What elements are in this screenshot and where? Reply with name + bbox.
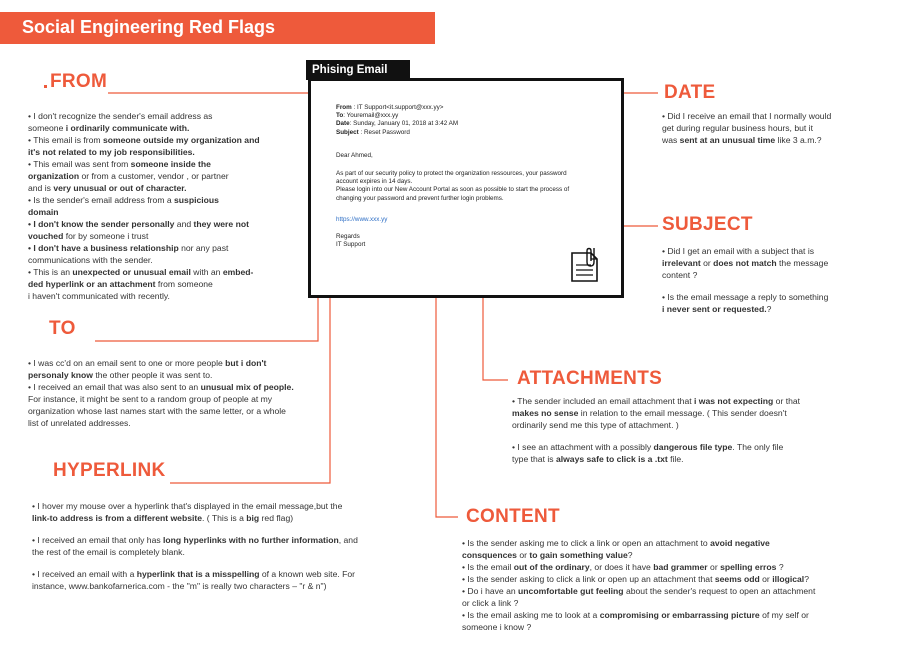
bullet-line: personaly know the other people it was sent to. [28, 370, 213, 380]
page-title: Social Engineering Red Flags [22, 17, 276, 37]
bullet-line: • I hover my mouse over a hyperlink that's displayed in the email message,but the [32, 501, 343, 511]
bullet-line: • Is the email asking me to look at a compromising or embarrassing picture of my self or [462, 610, 809, 620]
bullet-line [662, 281, 872, 291]
content-bullets [462, 537, 872, 633]
bullet-line: organization or from a customer, vendor , or partner [28, 171, 229, 181]
email-body: As part of our security policy to protect the organization ressources, your password account expires in 14 days. Please login into our New Account Portal as soon as possible to start the process of changing your password and prevent further login problems. [336, 170, 570, 202]
bullet-line: • Is the sender asking me to click a link or open an attachment to avoid negative [462, 538, 770, 548]
bullet-line: content ? [662, 270, 698, 280]
bullet-line: • I don't have a business relationship nor any past [28, 243, 229, 253]
bullet-line: someone i know ? [462, 622, 532, 632]
to-heading: TO [49, 318, 76, 339]
bullet-line: • Is the sender's email address from a suspicious [28, 195, 219, 205]
email-signoff: Regards IT Support [336, 233, 366, 249]
bullet-line: organization whose last names start with the same letter, or a whole [28, 406, 286, 416]
bullet-line: • I received an email that only has long hyperlinks with no further information, and [32, 535, 358, 545]
bullet-line: list of unrelated addresses. [28, 418, 131, 428]
bullet-line: link-to address is from a different website. ( This is a big red flag) [32, 513, 294, 523]
bullet-line: get during regular business hours, but it [662, 123, 813, 133]
bullet-line [512, 431, 852, 441]
attachments-bullets [512, 395, 852, 465]
bullet-line: makes no sense in relation to the email message. ( This sender doesn't [512, 408, 787, 418]
date-bullets [662, 110, 872, 146]
bullet-line: • This is an unexpected or unusual email with an embed- [28, 267, 254, 277]
subject-heading: SUBJECT [662, 214, 753, 235]
bullet-line: irrelevant or does not match the message [662, 258, 829, 268]
bullet-line: or click a link ? [462, 598, 519, 608]
bullet-line: • Did I receive an email that I normally would [662, 111, 832, 121]
bullet-line: i haven't communicated with recently. [28, 291, 170, 301]
from-bullets [28, 110, 303, 302]
bullet-line: someone i ordinarily communicate with. [28, 123, 190, 133]
bullet-line: • I received an email that was also sent to an unusual mix of people. [28, 382, 294, 392]
bullet-line: consquences or to gain something value? [462, 550, 633, 560]
bullet-line: • Do i have an uncomfortable gut feeling about the sender's request to open an attachment [462, 586, 816, 596]
bullet-line: • I was cc'd on an email sent to one or more people but i don't [28, 358, 267, 368]
bullet-line: • This email was sent from someone inside the [28, 159, 211, 169]
to-bullets [28, 357, 338, 429]
bullet-line: • I don't recognize the sender's email address as [28, 111, 213, 121]
attachments-heading: ATTACHMENTS [517, 368, 663, 389]
attachment-document-icon[interactable] [567, 245, 605, 285]
hyperlink-bullets [32, 500, 402, 592]
hyperlink-heading: HYPERLINK [53, 460, 166, 481]
email-link[interactable]: https://www.xxx.yy [336, 216, 388, 223]
bullet-line: • I received an email with a hyperlink that is a misspelling of a known web site. For [32, 569, 356, 579]
content-heading: CONTENT [466, 506, 560, 527]
email-headers: From : IT Support<it.support@xxx.yy> To: Youremail@xxx.yy Date: Sunday, January 01, 2018 at 3:42 AM Subject : Reset Password [336, 104, 459, 136]
bullet-line: the rest of the email is completely blank. [32, 547, 185, 557]
bullet-line: type that is always safe to click is a .txt file. [512, 454, 684, 464]
from-heading: FROM [50, 71, 108, 92]
email-greeting: Dear Ahmed, [336, 152, 373, 159]
bullet-line: • This email is from someone outside my organization and [28, 135, 260, 145]
subject-bullets [662, 245, 872, 315]
bullet-line: it's not related to my job responsibilities. [28, 147, 195, 157]
email-tab: Phising Email [306, 60, 410, 80]
bullet-line: • Is the email message a reply to something [662, 292, 829, 302]
bullet-line [32, 524, 402, 534]
bullet-line: ordinarily send me this type of attachment. ) [512, 420, 679, 430]
bullet-line: • The sender included an email attachment that i was not expecting or that [512, 396, 801, 406]
bullet-line: For instance, it might be sent to a random group of people at my [28, 394, 273, 404]
bullet-line: • I see an attachment with a possibly dangerous file type. The only file [512, 442, 784, 452]
bullet-line: • Did I get an email with a subject that is [662, 246, 815, 256]
bullet-line: instance, www.bankofarnerica.com - the "m" is really two characters – "r & n") [32, 581, 327, 591]
bullet-line: ded hyperlink or an attachment from someone [28, 279, 213, 289]
bullet-line: communications with the sender. [28, 255, 153, 265]
bullet-line: • Is the sender asking to click a link or open up an attachment that seems odd or illogical? [462, 574, 809, 584]
bullet-line: and is very unusual or out of character. [28, 183, 187, 193]
bullet-line: vouched for by someone i trust [28, 231, 149, 241]
bullet-line: • I don't know the sender personally and they were not [28, 219, 249, 229]
title-banner [0, 12, 435, 44]
bullet-line [32, 558, 402, 568]
bullet-line: • Is the email out of the ordinary, or does it have bad grammer or spelling erros ? [462, 562, 784, 572]
date-heading: DATE [664, 82, 716, 103]
bullet-line: i never sent or requested.? [662, 304, 772, 314]
bullet-line: domain [28, 207, 59, 217]
bullet-line: was sent at an unusual time like 3 a.m.? [662, 135, 822, 145]
